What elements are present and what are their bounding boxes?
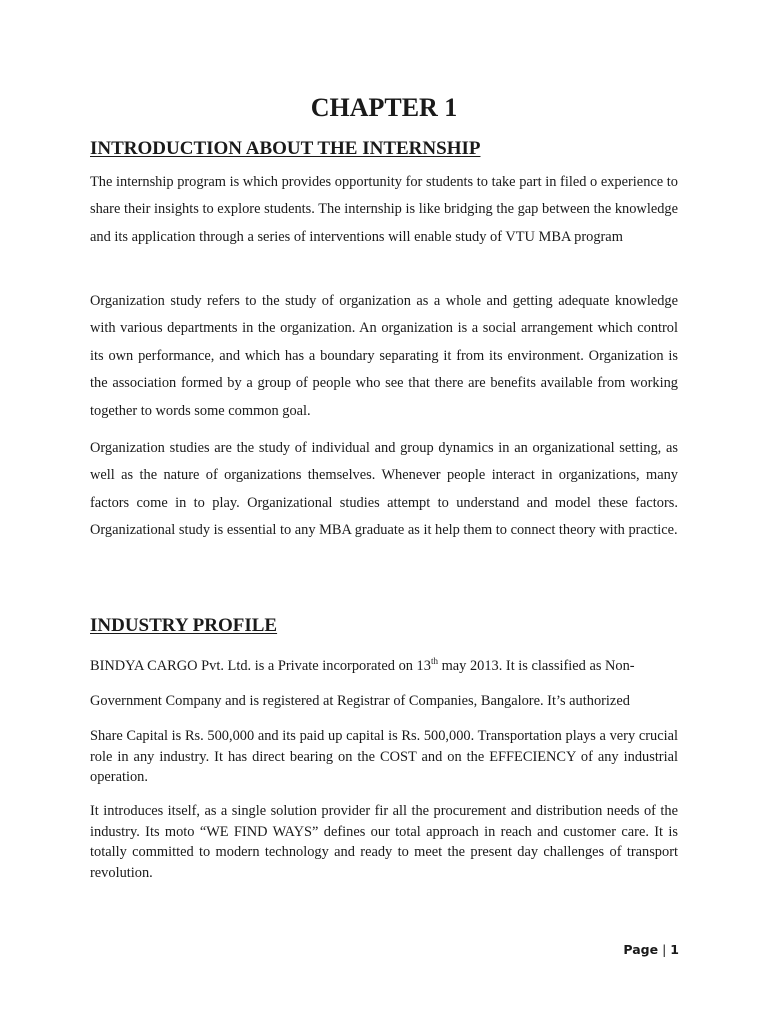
page-separator: | [662,942,667,957]
page-label: Page [623,942,659,957]
paragraph-company-incorporation [90,656,678,676]
section-heading-introduction: INTRODUCTION ABOUT THE INTERNSHIP [90,138,481,159]
incorporation-text-start: BINDYA CARGO Pvt. Ltd. is a Private incorporated on 13 [90,658,431,674]
paragraph-internship-program: The internship program is which provides opportunity for students to take part in filed o experience to share their insights to explore students. The internship is like bridging the gap between the knowledge and its application through a series of interventions will enable study of VTU MBA program [90,174,678,245]
incorporation-text-end: may 2013. It is classified as Non- [437,658,635,674]
paragraph-company-motto: It introduces itself, as a single solution provider fir all the procurement and distribution needs of the industry. Its moto “WE FIND WAYS” defines our total approach in reach and customer care. It is totally committed to modern technology and ready to meet the present day challenges of transport revolution. [90,803,678,881]
paragraph-company-registration: Government Company and is registered at Registrar of Companies, Bangalore. It’s authorized [90,693,630,709]
section-heading-industry-profile: INDUSTRY PROFILE [90,615,278,636]
paragraph-organization-study: Organization study refers to the study of organization as a whole and getting adequate knowledge with various departments in the organization. An organization is a social arrangement which control its own performance, and which has a boundary separating it from its environment. Organization is the association formed by a group of people who see that there are benefits available from working together to words some common goal. [90,293,678,419]
paragraph-organization-studies: Organization studies are the study of individual and group dynamics in an organizational setting, as well as the nature of organizations themselves. Whenever people interact in organizations, many factors come in to play. Organizational studies attempt to understand and model these factors. Organizational study is essential to any MBA graduate as it help them to connect theory with practice. [90,440,678,539]
chapter-title: CHAPTER 1 [310,93,458,122]
ordinal-suffix: th [430,656,438,666]
page-footer [90,940,679,960]
paragraph-share-capital: Share Capital is Rs. 500,000 and its paid up capital is Rs. 500,000. Transportation plays a very crucial role in any industry. It has direct bearing on the COST and on the EFFECIENCY of any industrial operation. [90,728,678,786]
page-number: 1 [670,942,679,957]
